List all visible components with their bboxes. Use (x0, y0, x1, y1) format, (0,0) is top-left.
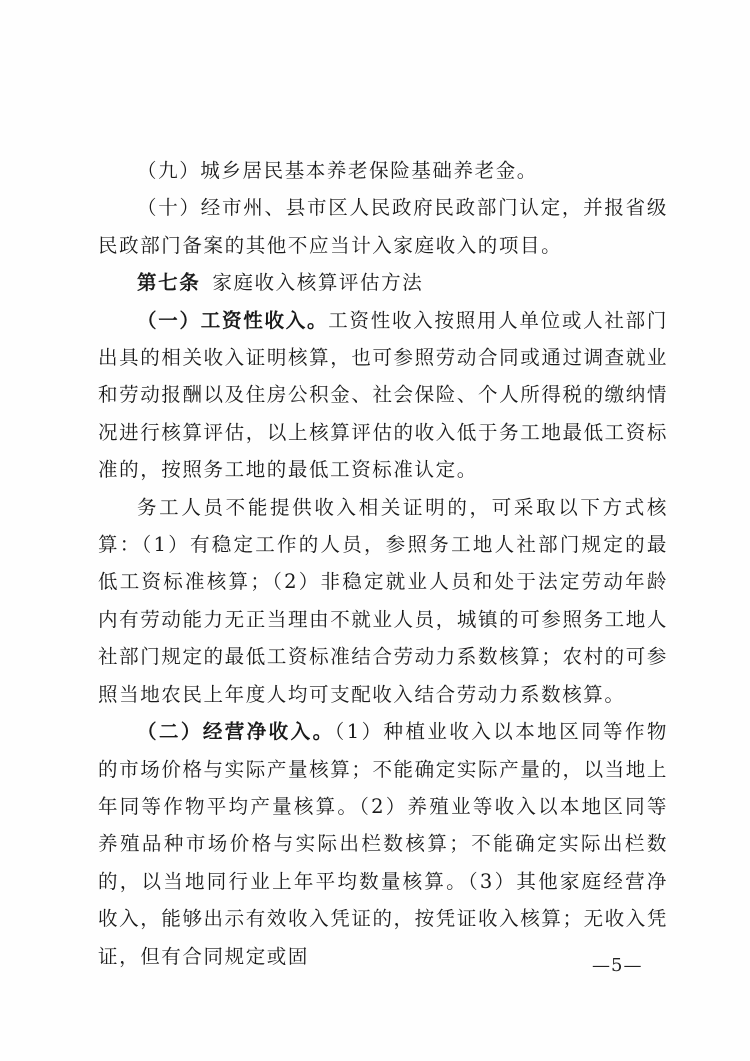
wage-income-body: 工资性收入按照用人单位或人社部门出具的相关收入证明核算，也可参照劳动合同或通过调查就业和劳动报酬以及住房公积金、社会保险、个人所得税的缴纳情况进行核算评估，以上核算评估的收入低于务工地最低工资标准的，按照务工地的最低工资标准认定。 (98, 308, 668, 482)
article-7-label: 第七条 (137, 271, 201, 295)
business-income-heading: （二）经营净收入。 (137, 720, 335, 744)
item-9-paragraph: （九）城乡居民基本养老保险基础养老金。 (137, 159, 538, 182)
item-10-paragraph: （十）经市州、县市区人民政府民政部门认定，并报省级民政部门备案的其他不应当计入家庭收入的项目。 (98, 196, 668, 257)
body-text (98, 152, 668, 975)
article-7-heading (98, 264, 668, 301)
page-number: —5— (592, 955, 643, 976)
business-income-body: （1）种植业收入以本地区同等作物的市场价格与实际产量核算；不能确定实际产量的，以当地上年同等作物平均产量核算。（2）养殖业等收入以本地区同等养殖品种市场价格与实际出栏数核算；不能确定实际出栏数的，以当地同行业上年平均数量核算。（3）其他家庭经营净收入，能够出示有效收入凭证的，按凭证收入核算；无收入凭证，但有合同规定或固 (98, 720, 668, 968)
business-income-paragraph (98, 713, 668, 975)
article-7-title: 家庭收入核算评估方法 (212, 271, 424, 295)
wage-income-heading: （一）工资性收入。 (137, 308, 329, 332)
migrant-workers-paragraph: 务工人员不能提供收入相关证明的，可采取以下方式核算：（1）有稳定工作的人员，参照务工地人社部门规定的最低工资标准核算；（2）非稳定就业人员和处于法定劳动年龄内有劳动能力无正当理由不就业人员，城镇的可参照务工地人社部门规定的最低工资标准结合劳动力系数核算；农村的可参照当地农民上年度人均可支配收入结合劳动力系数核算。 (98, 495, 668, 706)
wage-income-paragraph (98, 302, 668, 489)
